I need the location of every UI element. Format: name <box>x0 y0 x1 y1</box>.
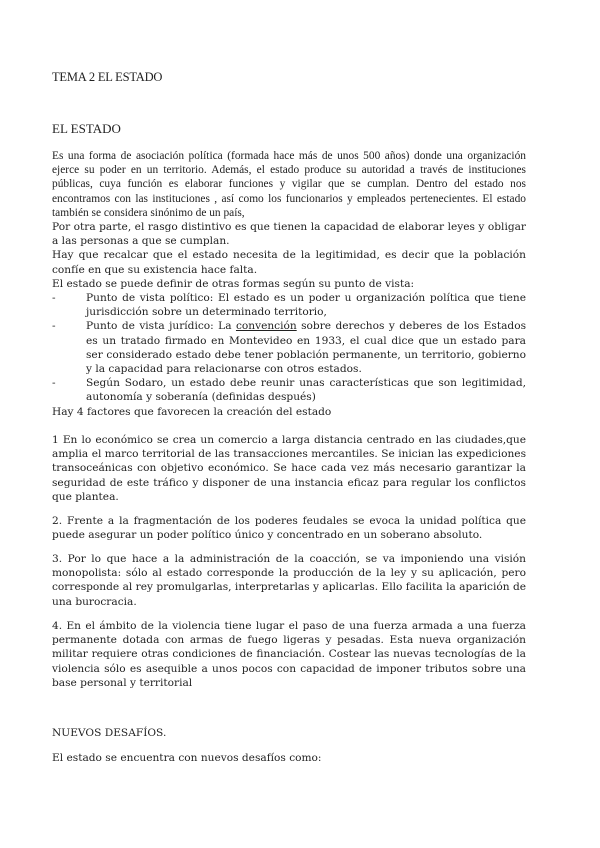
bullet-item <box>52 319 526 376</box>
new-challenges-intro: El estado se encuentra con nuevos desafíos como: <box>52 752 322 764</box>
intro-paragraph: Es una forma de asociación política (formada hace más de unos 500 años) donde una organización ejerce su poder en un territorio. Además, el estado produce su autoridad a través de instituciones públicas, cuya función es elaborar funciones y vigilar que se cumplan. Dentro del estado nos encontramos con las instituciones , así como los funcionarios y empleados pertenecientes. El estado también se considera sinónimo de un país, <box>52 150 526 219</box>
factors-intro: Hay 4 factores que favorecen la creación del estado <box>52 405 332 418</box>
bullet-text: Según Sodaro, un estado debe reunir unas características que son legitimidad, autonomía y soberanía (definidas después) <box>86 377 526 404</box>
section-heading: EL ESTADO <box>52 121 121 136</box>
factor-1: 1 En lo económico se crea un comercio a larga distancia centrado en las ciudades,que amplia el marco territorial de las transacciones mercantiles. Se inician las expediciones transoceánicas con objetivo económico. Se hace cada vez más necesario garantizar la seguridad de este tráfico y disponer de una instancia eficaz para regular los conflictos que plantea. <box>52 434 526 503</box>
convencion-link[interactable]: convención <box>235 320 297 333</box>
intro-block <box>52 149 526 419</box>
bullet-item <box>52 376 526 404</box>
document-title: TEMA 2 EL ESTADO <box>52 70 163 84</box>
new-challenges-heading: NUEVOS DESAFÍOS. <box>52 727 167 739</box>
bullet-text-part: Punto de vista jurídico: La <box>86 320 236 333</box>
paragraph-2: Por otra parte, el rasgo distintivo es que tienen la capacidad de elaborar leyes y obligar a las personas a que se cumplan. <box>52 221 526 248</box>
bullet-dash: - <box>52 377 56 390</box>
factor-3: 3. Por lo que hace a la administración de la coacción, se va imponiendo una visión monopolista: sólo al estado corresponde la producción de la ley y su aplicación, pero corresponde al rey promulgarlas, interpretarlas y aplicarlas. Ello facilita la aparición de una burocracia. <box>52 553 526 608</box>
factor-4: 4. En el ámbito de la violencia tiene lugar el paso de una fuerza armada a una fuerza permanente dotada con armas de fuego ligeras y pesadas. Esta nueva organización militar requiere otras condiciones de financiación. Costear las nuevas tecnologías de la violencia sólo es asequible a unos pocos con capacidad de imponer tributos sobre una base personal y territorial <box>52 620 526 689</box>
bullet-text <box>86 319 526 376</box>
bullet-text-part: sobre derechos y deberes de los Estados es un tratado firmado en Montevideo en 1933, el cual dice que un estado para ser considerado estado debe tener población permanente, un territorio, gobierno y la capacidad para relacionarse con otros estados. <box>86 320 527 376</box>
bullet-item <box>52 291 526 319</box>
paragraph-4: El estado se puede definir de otras formas según su punto de vista: <box>52 277 415 290</box>
bullet-dash: - <box>52 292 56 305</box>
factor-2: 2. Frente a la fragmentación de los poderes feudales se evoca la unidad política que puede asegurar un poder político único y concentrado en un soberano absoluto. <box>52 515 526 542</box>
bullet-text: Punto de vista político: El estado es un poder u organización política que tiene jurisdicción sobre un determinado territorio, <box>86 292 526 319</box>
paragraph-3: Hay que recalcar que el estado necesita de la legitimidad, es decir que la población confíe en que su existencia hace falta. <box>52 249 526 276</box>
bullet-dash: - <box>52 320 56 333</box>
